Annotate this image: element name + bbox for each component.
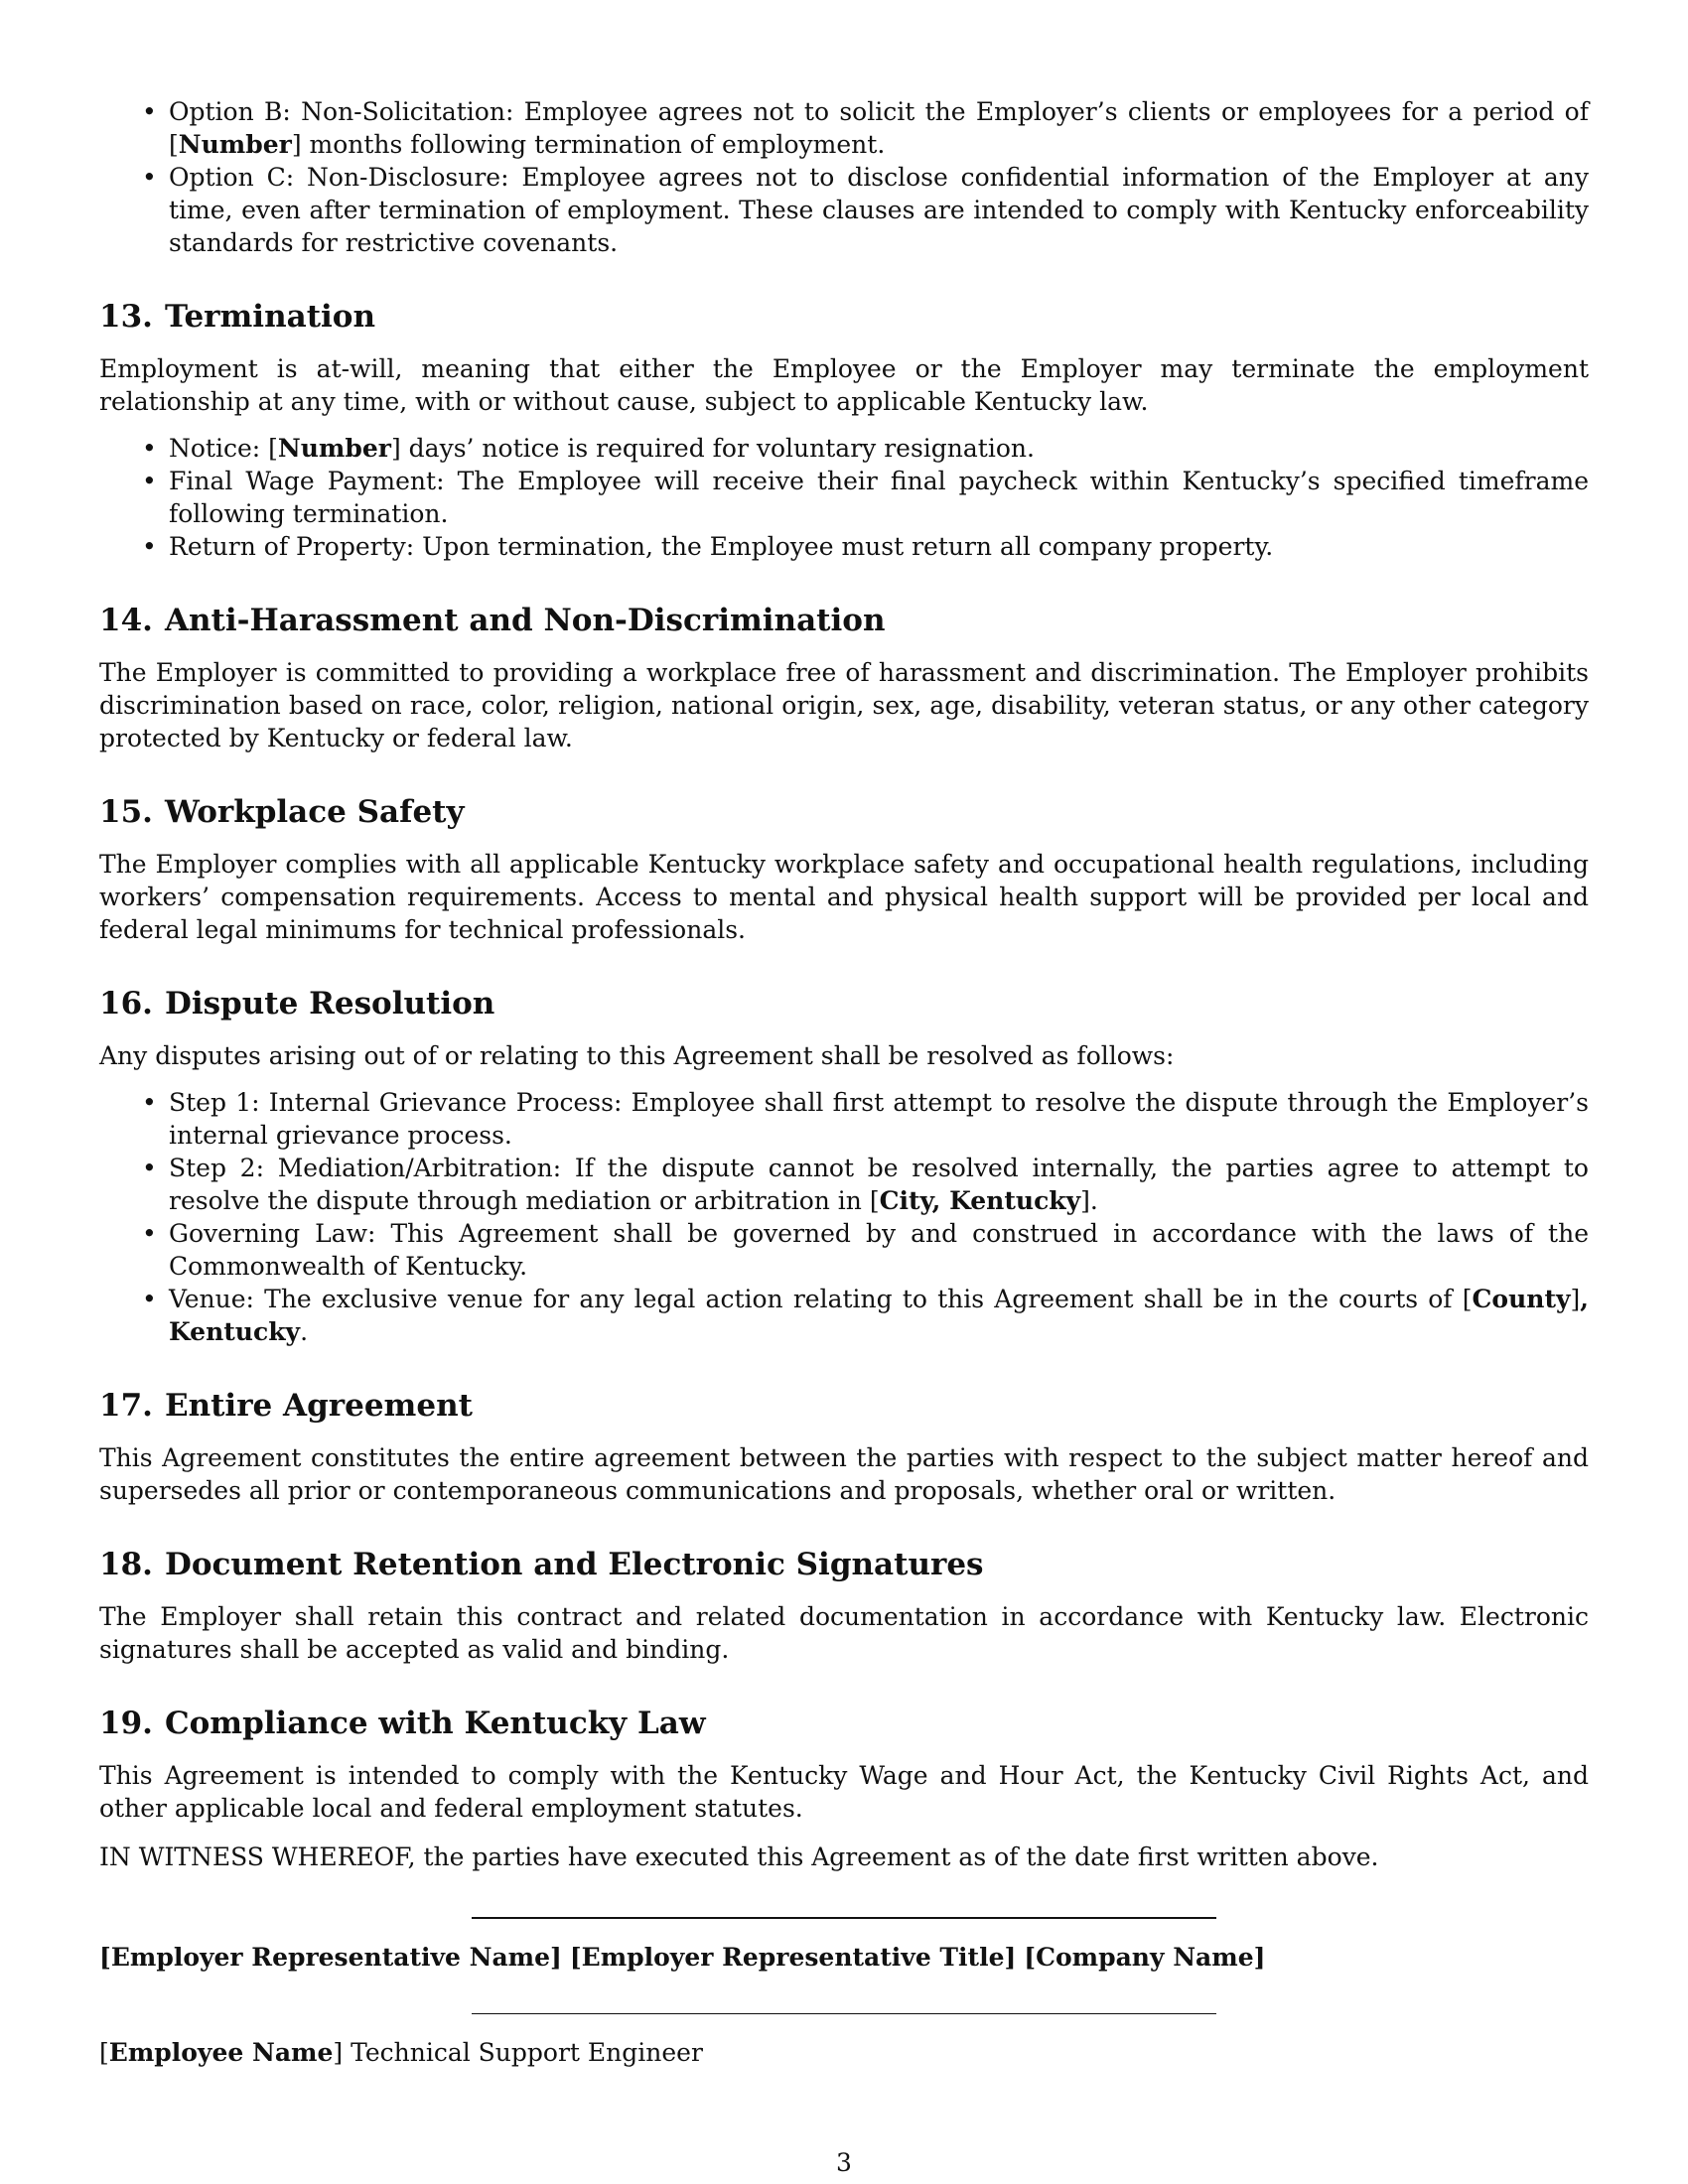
section-16-heading: 16. Dispute Resolution [99,986,495,1022]
option-b-item: • Option B: Non-Solicitation: Employee agrees not to solicit the Employer’s clients or employees for a period of [Number] months following termination of employment. [169,95,1589,161]
section-16-intro: Any disputes arising out of or relating to this Agreement shall be resolved as follows: [99,1041,1175,1070]
section-13-paragraph: Employment is at-will, meaning that either the Employee or the Employer may terminate the employment relationship at any time, with or without cause, subject to applicable Kentucky law. [99,354,1589,416]
governing-law-item: • Governing Law: This Agreement shall be governed by and construed in accordance with the laws of the Commonwealth of Kentucky. [169,1217,1589,1283]
employer-representative-title: [Employer Representative Title] [569,1943,1017,1972]
section-15-paragraph: The Employer complies with all applicable Kentucky workplace safety and occupational health regulations, including workers’ compensation requirements. Access to mental and physical health support will be provided per local and federal legal minimums for technical professionals. [99,850,1589,944]
section-19-paragraph: This Agreement is intended to comply with the Kentucky Wage and Hour Act, the Kentucky Civil Rights Act, and other applicable local and federal employment statutes. [99,1761,1589,1823]
restrictive-covenant-options [99,95,1589,259]
dispute-resolution-list [99,1086,1589,1348]
employee-name: Employee Name [108,2038,334,2067]
placeholder-city: City, Kentucky [879,1186,1081,1215]
section-13-heading: 13. Termination [99,299,376,335]
section-17-paragraph: This Agreement constitutes the entire agreement between the parties with respect to the subject matter hereof and supersedes all prior or contemporaneous communications and proposals, whether oral or written. [99,1443,1589,1505]
venue-item: • Venue: The exclusive venue for any legal action relating to this Agreement shall be in the courts of [County], Kentucky. [169,1283,1589,1348]
witness-statement: IN WITNESS WHEREOF, the parties have executed this Agreement as of the date first written above. [99,1843,1379,1871]
termination-list [99,432,1589,563]
section-14-heading: 14. Anti-Harassment and Non-Discrimination [99,603,886,638]
final-wage-item: • Final Wage Payment: The Employee will receive their final paycheck within Kentucky’s specified timeframe following termination. [169,465,1589,530]
return-property-item: • Return of Property: Upon termination, the Employee must return all company property. [169,530,1589,563]
placeholder-number: Number [277,434,391,463]
option-c-item: • Option C: Non-Disclosure: Employee agrees not to disclose confidential information of the Employer at any time, even after termination of employment. These clauses are intended to comply with Kentucky enforceability standards for restrictive covenants. [169,161,1589,259]
placeholder-number: Number [178,130,292,159]
employer-representative-name: [Employer Representative Name] [99,1943,562,1972]
step-1-item: • Step 1: Internal Grievance Process: Employee shall first attempt to resolve the dispute through the Employer’s internal grievance process. [169,1086,1589,1152]
section-14-paragraph: The Employer is committed to providing a workplace free of harassment and discrimination. The Employer prohibits discrimination based on race, color, religion, national origin, sex, age, disability, veteran status, or any other category protected by Kentucky or federal law. [99,658,1589,752]
section-18-paragraph: The Employer shall retain this contract and related documentation in accordance with Kentucky law. Electronic signatures shall be accepted as valid and binding. [99,1602,1589,1664]
employee-signature-block: [Employee Name] Technical Support Engineer [99,2038,703,2067]
section-15-heading: 15. Workplace Safety [99,794,465,830]
page-number: 3 [836,2148,852,2177]
notice-item: • Notice: [Number] days’ notice is required for voluntary resignation. [169,432,1589,465]
section-19-heading: 19. Compliance with Kentucky Law [99,1706,706,1741]
section-18-heading: 18. Document Retention and Electronic Signatures [99,1547,984,1582]
company-name: [Company Name] [1024,1943,1266,1972]
step-2-item: • Step 2: Mediation/Arbitration: If the dispute cannot be resolved internally, the parties agree to attempt to resolve the dispute through mediation or arbitration in [City, Kentucky]. [169,1152,1589,1217]
section-17-heading: 17. Entire Agreement [99,1388,473,1424]
placeholder-county: County [1472,1285,1571,1313]
employer-signature-block [99,1941,1589,1974]
document-page [99,95,1589,2069]
employee-role: Technical Support Engineer [343,2038,703,2067]
